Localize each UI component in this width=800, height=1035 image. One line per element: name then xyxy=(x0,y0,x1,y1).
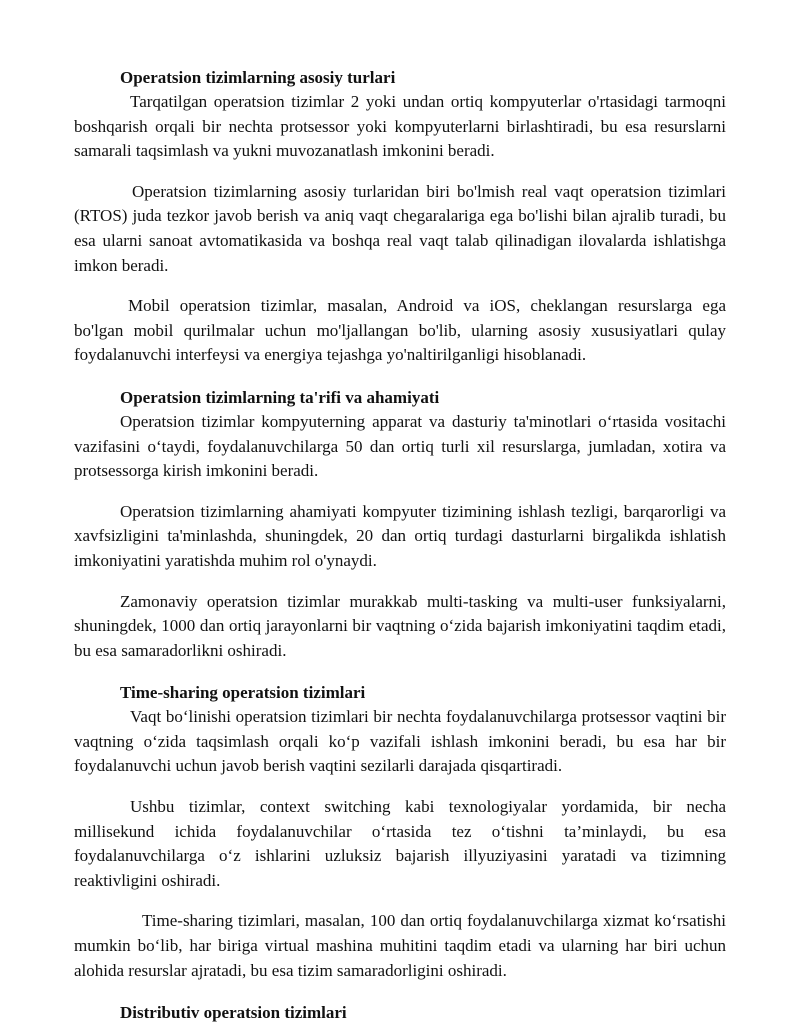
paragraph: Vaqt bo‘linishi operatsion tizimlari bir nechta foydalanuvchilarga protsessor vaqtini bir vaqtning o‘zida taqsimlash orqali ko‘p vazifali ishlash imkonini beradi, bu esa har bir foydalanuvchi uchun javob berish vaqtini sezilarli darajada qisqartiradi. xyxy=(74,707,726,776)
paragraph: Operatsion tizimlarning asosiy turlaridan biri bo'lmish real vaqt operatsion tizimlari (RTOS) juda tezkor javob berish va aniq vaqt chegaralariga ega bo'lishi bilan ajralib turadi, bu esa ularni sanoat avtomatikasida va boshqa real vaqt talab qilinadigan ilovalarda ishlatishga imkon beradi. xyxy=(74,181,726,275)
section-heading: Distributiv operatsion tizimlari xyxy=(120,1003,347,1023)
paragraph: Operatsion tizimlar kompyuterning apparat va dasturiy ta'minotlari o‘rtasida vositachi vazifasini o‘taydi, foydalanuvchilarga 50 dan ortiq turli xil resurslarga, jumladan, xotira va protsessorga kirish imkonini beradi. xyxy=(74,411,726,481)
section-heading: Time-sharing operatsion tizimlari xyxy=(120,683,366,703)
document-page xyxy=(74,66,726,1025)
section-heading: Operatsion tizimlarning asosiy turlari xyxy=(120,68,396,87)
section-tarifi-ahamiyati xyxy=(74,386,726,663)
paragraph: Mobil operatsion tizimlar, masalan, Android va iOS, cheklangan resurslarga ega bo'lgan mobil qurilmalar uchun mo'ljallangan bo'lib, ularning asosiy xususiyatlari qulay foydalanuvchi interfeysi va energiya tejashga yo'naltirilganligi hisoblanadi. xyxy=(74,296,726,365)
section-distributiv xyxy=(74,1001,726,1025)
section-time-sharing xyxy=(74,681,726,983)
paragraph: Tarqatilgan operatsion tizimlar 2 yoki undan ortiq kompyuterlar o'rtasidagi tarmoqni boshqarish orqali bir nechta protsessor yoki kompyuterlarni birlashtiradi, bu esa resurslarni samarali taqsimlash va yukni muvozanatlash imkonini beradi. xyxy=(74,92,726,161)
paragraph: Operatsion tizimlarning ahamiyati kompyuter tizimining ishlash tezligi, barqarorligi va xavfsizligini ta'minlashda, shuningdek, 20 dan ortiq turdagi dasturlarni birgalikda ishlatish imkoniyatini yaratishda muhim rol o'ynaydi. xyxy=(74,501,726,570)
paragraph: Time-sharing tizimlari, masalan, 100 dan ortiq foydalanuvchilarga xizmat ko‘rsatishi mumkin bo‘lib, har biriga virtual mashina muhitini taqdim etadi va ularning har biri uchun alohida resurslar ajratadi, bu esa tizim samaradorligini oshiradi. xyxy=(74,911,726,980)
paragraph: Zamonaviy operatsion tizimlar murakkab multi-tasking va multi-user funksiyalarni, shuningdek, 1000 dan ortiq jarayonlarni bir vaqtning o‘zida bajarish imkoniyatini taqdim etadi, bu esa samaradorlikni oshiradi. xyxy=(74,591,726,660)
paragraph: Ushbu tizimlar, context switching kabi texnologiyalar yordamida, bir necha millisekund ichida foydalanuvchilar o‘rtasida tez o‘tishni ta’minlaydi, bu esa foydalanuvchilarga o‘z ishlarini uzluksiz bajarish illyuziyasini yaratadi va tizimning reaktivligini oshiradi. xyxy=(74,797,726,890)
section-asosiy-turlari xyxy=(74,66,726,368)
section-heading: Operatsion tizimlarning ta'rifi va ahamiyati xyxy=(120,387,440,407)
